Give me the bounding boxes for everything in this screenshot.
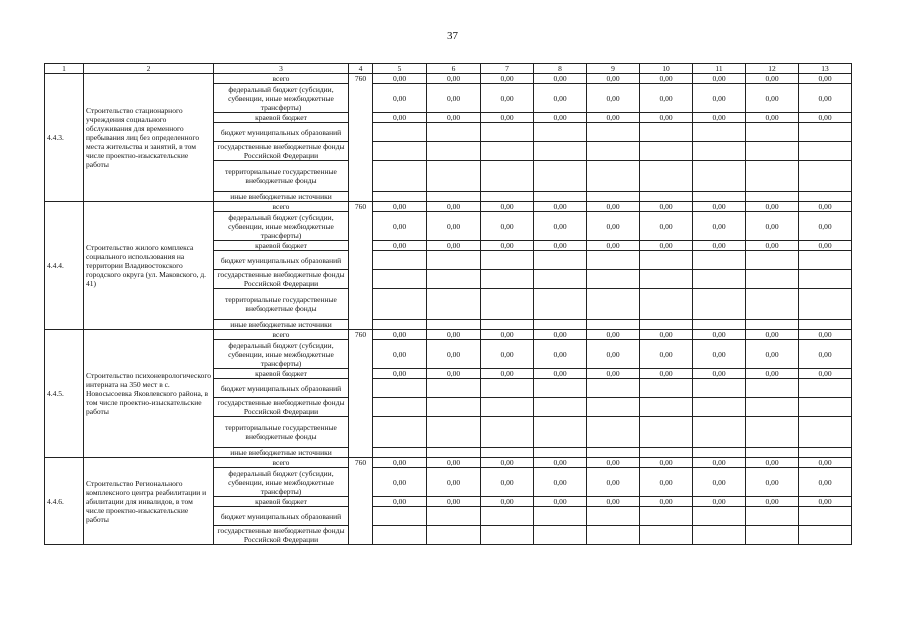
value-cell: 0,00 bbox=[427, 202, 481, 212]
value-cell: 0,00 bbox=[587, 84, 640, 113]
value-cell: 0,00 bbox=[427, 74, 481, 84]
funding-source: бюджет муниципальных образований bbox=[214, 379, 349, 398]
value-cell bbox=[427, 289, 481, 320]
value-cell bbox=[693, 251, 746, 270]
value-cell bbox=[534, 398, 587, 417]
value-cell: 0,00 bbox=[746, 241, 799, 251]
entry-code-760: 760 bbox=[349, 202, 373, 330]
value-cell bbox=[693, 398, 746, 417]
value-cell: 0,00 bbox=[427, 113, 481, 123]
value-cell: 0,00 bbox=[799, 458, 852, 468]
value-cell bbox=[693, 289, 746, 320]
value-cell: 0,00 bbox=[587, 458, 640, 468]
value-cell: 0,00 bbox=[534, 468, 587, 497]
value-cell bbox=[693, 448, 746, 458]
entry-code: 4.4.3. bbox=[45, 74, 84, 202]
value-cell bbox=[799, 398, 852, 417]
value-cell bbox=[427, 192, 481, 202]
value-cell bbox=[373, 251, 427, 270]
value-cell bbox=[640, 526, 693, 545]
value-cell bbox=[640, 192, 693, 202]
value-cell bbox=[427, 379, 481, 398]
value-cell: 0,00 bbox=[587, 74, 640, 84]
value-cell: 0,00 bbox=[481, 212, 534, 241]
value-cell: 0,00 bbox=[373, 468, 427, 497]
funding-source: территориальные государственные внебюджетные фонды bbox=[214, 161, 349, 192]
value-cell: 0,00 bbox=[373, 369, 427, 379]
value-cell: 0,00 bbox=[587, 241, 640, 251]
value-cell: 0,00 bbox=[481, 340, 534, 369]
column-header: 11 bbox=[693, 64, 746, 74]
value-cell bbox=[587, 289, 640, 320]
funding-source: федеральный бюджет (субсидии, субвенции, иные межбюджетные трансферты) bbox=[214, 340, 349, 369]
value-cell bbox=[693, 142, 746, 161]
value-cell: 0,00 bbox=[746, 340, 799, 369]
value-cell: 0,00 bbox=[746, 468, 799, 497]
value-cell bbox=[587, 398, 640, 417]
value-cell bbox=[481, 142, 534, 161]
value-cell bbox=[481, 270, 534, 289]
value-cell: 0,00 bbox=[640, 241, 693, 251]
column-header: 2 bbox=[84, 64, 214, 74]
value-cell bbox=[746, 448, 799, 458]
value-cell: 0,00 bbox=[587, 468, 640, 497]
value-cell bbox=[481, 398, 534, 417]
value-cell: 0,00 bbox=[373, 330, 427, 340]
value-cell: 0,00 bbox=[481, 113, 534, 123]
value-cell bbox=[427, 507, 481, 526]
value-cell: 0,00 bbox=[587, 497, 640, 507]
value-cell bbox=[481, 251, 534, 270]
column-header: 13 bbox=[799, 64, 852, 74]
value-cell: 0,00 bbox=[693, 497, 746, 507]
value-cell bbox=[427, 251, 481, 270]
value-cell bbox=[373, 507, 427, 526]
value-cell: 0,00 bbox=[799, 113, 852, 123]
value-cell: 0,00 bbox=[481, 330, 534, 340]
value-cell bbox=[373, 123, 427, 142]
value-cell bbox=[427, 398, 481, 417]
column-header: 8 bbox=[534, 64, 587, 74]
value-cell: 0,00 bbox=[799, 202, 852, 212]
value-cell: 0,00 bbox=[534, 458, 587, 468]
value-cell: 0,00 bbox=[427, 340, 481, 369]
entry-code: 4.4.6. bbox=[45, 458, 84, 545]
value-cell bbox=[693, 123, 746, 142]
funding-source: бюджет муниципальных образований bbox=[214, 507, 349, 526]
funding-source: федеральный бюджет (субсидии, субвенции, иные межбюджетные трансферты) bbox=[214, 212, 349, 241]
value-cell: 0,00 bbox=[693, 212, 746, 241]
value-cell bbox=[373, 192, 427, 202]
value-cell: 0,00 bbox=[481, 74, 534, 84]
value-cell bbox=[587, 251, 640, 270]
value-cell bbox=[640, 507, 693, 526]
funding-source: федеральный бюджет (субсидии, субвенции, иные межбюджетные трансферты) bbox=[214, 468, 349, 497]
value-cell: 0,00 bbox=[746, 202, 799, 212]
value-cell bbox=[746, 417, 799, 448]
value-cell bbox=[640, 251, 693, 270]
value-cell bbox=[587, 379, 640, 398]
value-cell: 0,00 bbox=[799, 241, 852, 251]
value-cell: 0,00 bbox=[373, 458, 427, 468]
value-cell bbox=[481, 379, 534, 398]
funding-source: бюджет муниципальных образований bbox=[214, 123, 349, 142]
entry-code-760: 760 bbox=[349, 330, 373, 458]
value-cell: 0,00 bbox=[481, 497, 534, 507]
funding-source: бюджет муниципальных образований bbox=[214, 251, 349, 270]
value-cell bbox=[799, 448, 852, 458]
value-cell bbox=[587, 142, 640, 161]
value-cell: 0,00 bbox=[481, 458, 534, 468]
value-cell: 0,00 bbox=[746, 458, 799, 468]
column-header: 12 bbox=[746, 64, 799, 74]
value-cell: 0,00 bbox=[373, 84, 427, 113]
funding-source: государственные внебюджетные фонды Российской Федерации bbox=[214, 142, 349, 161]
value-cell: 0,00 bbox=[799, 74, 852, 84]
value-cell: 0,00 bbox=[427, 458, 481, 468]
value-cell bbox=[746, 123, 799, 142]
value-cell bbox=[799, 507, 852, 526]
value-cell: 0,00 bbox=[693, 458, 746, 468]
value-cell bbox=[746, 192, 799, 202]
value-cell bbox=[587, 192, 640, 202]
value-cell bbox=[534, 161, 587, 192]
column-header: 10 bbox=[640, 64, 693, 74]
value-cell bbox=[799, 379, 852, 398]
value-cell bbox=[746, 270, 799, 289]
value-cell: 0,00 bbox=[693, 468, 746, 497]
value-cell bbox=[427, 526, 481, 545]
value-cell bbox=[640, 398, 693, 417]
value-cell: 0,00 bbox=[587, 113, 640, 123]
value-cell: 0,00 bbox=[587, 340, 640, 369]
value-cell bbox=[746, 142, 799, 161]
value-cell: 0,00 bbox=[373, 202, 427, 212]
entry-name: Строительство стационарного учреждения социального обслуживания для временного пребывания лиц без определенного места жительства и занятий, в том числе проектно-изыскательские работы bbox=[84, 74, 214, 202]
value-cell bbox=[587, 507, 640, 526]
table-row bbox=[45, 458, 852, 468]
value-cell bbox=[746, 251, 799, 270]
funding-source: всего bbox=[214, 74, 349, 84]
funding-source: иные внебюджетные источники bbox=[214, 192, 349, 202]
value-cell: 0,00 bbox=[693, 84, 746, 113]
value-cell bbox=[587, 448, 640, 458]
header-row bbox=[45, 64, 852, 74]
value-cell bbox=[693, 526, 746, 545]
value-cell: 0,00 bbox=[481, 84, 534, 113]
value-cell bbox=[481, 123, 534, 142]
value-cell: 0,00 bbox=[693, 340, 746, 369]
page-number: 37 bbox=[447, 30, 458, 42]
value-cell bbox=[534, 123, 587, 142]
value-cell: 0,00 bbox=[427, 84, 481, 113]
value-cell bbox=[481, 192, 534, 202]
value-cell: 0,00 bbox=[640, 212, 693, 241]
value-cell bbox=[587, 270, 640, 289]
value-cell bbox=[427, 123, 481, 142]
value-cell: 0,00 bbox=[481, 369, 534, 379]
value-cell: 0,00 bbox=[427, 212, 481, 241]
funding-source: краевой бюджет bbox=[214, 497, 349, 507]
table-row bbox=[45, 202, 852, 212]
value-cell: 0,00 bbox=[693, 369, 746, 379]
value-cell: 0,00 bbox=[427, 497, 481, 507]
value-cell: 0,00 bbox=[640, 458, 693, 468]
funding-source: краевой бюджет bbox=[214, 369, 349, 379]
value-cell bbox=[587, 161, 640, 192]
value-cell: 0,00 bbox=[534, 497, 587, 507]
value-cell bbox=[481, 526, 534, 545]
funding-source: иные внебюджетные источники bbox=[214, 448, 349, 458]
value-cell: 0,00 bbox=[534, 84, 587, 113]
value-cell bbox=[799, 320, 852, 330]
value-cell: 0,00 bbox=[481, 202, 534, 212]
value-cell: 0,00 bbox=[640, 202, 693, 212]
entry-name: Строительство психоневрологического интерната на 350 мест в с. Новосысоевка Яковлевского района, в том числе проектно-изыскательские работы bbox=[84, 330, 214, 458]
value-cell bbox=[746, 398, 799, 417]
value-cell: 0,00 bbox=[746, 113, 799, 123]
value-cell bbox=[746, 289, 799, 320]
funding-source: иные внебюджетные источники bbox=[214, 320, 349, 330]
column-header: 1 bbox=[45, 64, 84, 74]
value-cell bbox=[693, 161, 746, 192]
value-cell bbox=[693, 417, 746, 448]
entry-name: Строительство жилого комплекса социального использования на территории Владивостокского городского округа (ул. Маковского, д. 41) bbox=[84, 202, 214, 330]
value-cell: 0,00 bbox=[746, 212, 799, 241]
value-cell: 0,00 bbox=[693, 202, 746, 212]
value-cell: 0,00 bbox=[427, 330, 481, 340]
funding-source: краевой бюджет bbox=[214, 241, 349, 251]
value-cell bbox=[481, 448, 534, 458]
value-cell: 0,00 bbox=[746, 74, 799, 84]
value-cell bbox=[746, 507, 799, 526]
value-cell bbox=[799, 123, 852, 142]
value-cell: 0,00 bbox=[534, 74, 587, 84]
value-cell bbox=[373, 526, 427, 545]
value-cell bbox=[534, 320, 587, 330]
funding-source: краевой бюджет bbox=[214, 113, 349, 123]
column-header: 6 bbox=[427, 64, 481, 74]
value-cell: 0,00 bbox=[693, 241, 746, 251]
entry-code: 4.4.5. bbox=[45, 330, 84, 458]
funding-source: всего bbox=[214, 330, 349, 340]
value-cell bbox=[799, 270, 852, 289]
value-cell bbox=[427, 142, 481, 161]
column-header: 4 bbox=[349, 64, 373, 74]
value-cell: 0,00 bbox=[373, 241, 427, 251]
value-cell: 0,00 bbox=[587, 202, 640, 212]
value-cell bbox=[693, 379, 746, 398]
entry-code: 4.4.4. bbox=[45, 202, 84, 330]
column-header: 5 bbox=[373, 64, 427, 74]
value-cell bbox=[640, 448, 693, 458]
value-cell: 0,00 bbox=[640, 330, 693, 340]
funding-source: всего bbox=[214, 458, 349, 468]
column-header: 9 bbox=[587, 64, 640, 74]
funding-source: всего bbox=[214, 202, 349, 212]
value-cell: 0,00 bbox=[746, 84, 799, 113]
value-cell bbox=[799, 161, 852, 192]
column-header: 7 bbox=[481, 64, 534, 74]
funding-source: государственные внебюджетные фонды Российской Федерации bbox=[214, 398, 349, 417]
value-cell: 0,00 bbox=[799, 340, 852, 369]
value-cell bbox=[640, 320, 693, 330]
value-cell: 0,00 bbox=[693, 113, 746, 123]
funding-source: государственные внебюджетные фонды Российской Федерации bbox=[214, 270, 349, 289]
value-cell: 0,00 bbox=[640, 369, 693, 379]
value-cell: 0,00 bbox=[799, 84, 852, 113]
value-cell bbox=[427, 270, 481, 289]
value-cell: 0,00 bbox=[693, 330, 746, 340]
value-cell bbox=[534, 507, 587, 526]
value-cell bbox=[693, 270, 746, 289]
value-cell bbox=[587, 123, 640, 142]
table-row bbox=[45, 330, 852, 340]
value-cell bbox=[534, 192, 587, 202]
value-cell bbox=[534, 270, 587, 289]
value-cell bbox=[799, 526, 852, 545]
value-cell bbox=[534, 142, 587, 161]
value-cell bbox=[427, 161, 481, 192]
value-cell bbox=[373, 379, 427, 398]
funding-source: государственные внебюджетные фонды Российской Федерации bbox=[214, 526, 349, 545]
value-cell bbox=[587, 320, 640, 330]
value-cell: 0,00 bbox=[746, 497, 799, 507]
value-cell bbox=[640, 379, 693, 398]
value-cell: 0,00 bbox=[534, 241, 587, 251]
value-cell: 0,00 bbox=[746, 369, 799, 379]
value-cell: 0,00 bbox=[587, 330, 640, 340]
table-row bbox=[45, 74, 852, 84]
value-cell: 0,00 bbox=[587, 212, 640, 241]
value-cell bbox=[481, 320, 534, 330]
value-cell: 0,00 bbox=[799, 212, 852, 241]
value-cell bbox=[481, 289, 534, 320]
value-cell bbox=[799, 192, 852, 202]
column-header: 3 bbox=[214, 64, 349, 74]
value-cell: 0,00 bbox=[640, 340, 693, 369]
value-cell bbox=[373, 161, 427, 192]
value-cell: 0,00 bbox=[373, 497, 427, 507]
value-cell bbox=[587, 526, 640, 545]
value-cell: 0,00 bbox=[481, 241, 534, 251]
value-cell: 0,00 bbox=[373, 212, 427, 241]
value-cell bbox=[693, 507, 746, 526]
budget-table bbox=[44, 63, 852, 545]
entry-code-760: 760 bbox=[349, 74, 373, 202]
value-cell: 0,00 bbox=[640, 468, 693, 497]
value-cell: 0,00 bbox=[799, 330, 852, 340]
value-cell: 0,00 bbox=[799, 468, 852, 497]
value-cell bbox=[640, 417, 693, 448]
value-cell bbox=[373, 398, 427, 417]
value-cell bbox=[799, 289, 852, 320]
value-cell bbox=[373, 320, 427, 330]
value-cell: 0,00 bbox=[534, 212, 587, 241]
value-cell bbox=[640, 123, 693, 142]
value-cell: 0,00 bbox=[534, 369, 587, 379]
value-cell bbox=[373, 448, 427, 458]
value-cell bbox=[640, 270, 693, 289]
value-cell bbox=[373, 270, 427, 289]
value-cell bbox=[534, 526, 587, 545]
value-cell bbox=[746, 379, 799, 398]
value-cell bbox=[481, 161, 534, 192]
value-cell: 0,00 bbox=[373, 340, 427, 369]
value-cell bbox=[799, 251, 852, 270]
value-cell bbox=[534, 417, 587, 448]
value-cell bbox=[481, 417, 534, 448]
value-cell bbox=[427, 417, 481, 448]
value-cell: 0,00 bbox=[373, 113, 427, 123]
value-cell bbox=[587, 417, 640, 448]
value-cell: 0,00 bbox=[373, 74, 427, 84]
value-cell bbox=[640, 289, 693, 320]
value-cell bbox=[534, 379, 587, 398]
value-cell bbox=[799, 417, 852, 448]
value-cell bbox=[693, 192, 746, 202]
value-cell: 0,00 bbox=[534, 340, 587, 369]
value-cell bbox=[640, 161, 693, 192]
value-cell bbox=[373, 417, 427, 448]
value-cell bbox=[534, 251, 587, 270]
value-cell: 0,00 bbox=[427, 468, 481, 497]
value-cell bbox=[373, 289, 427, 320]
funding-source: федеральный бюджет (субсидии, субвенции, иные межбюджетные трансферты) bbox=[214, 84, 349, 113]
entry-code-760: 760 bbox=[349, 458, 373, 545]
value-cell bbox=[799, 142, 852, 161]
value-cell bbox=[640, 142, 693, 161]
value-cell bbox=[534, 448, 587, 458]
value-cell: 0,00 bbox=[534, 113, 587, 123]
value-cell bbox=[481, 507, 534, 526]
value-cell bbox=[427, 448, 481, 458]
funding-source: территориальные государственные внебюджетные фонды bbox=[214, 289, 349, 320]
value-cell: 0,00 bbox=[534, 330, 587, 340]
value-cell: 0,00 bbox=[693, 74, 746, 84]
value-cell: 0,00 bbox=[481, 468, 534, 497]
value-cell: 0,00 bbox=[427, 369, 481, 379]
funding-source: территориальные государственные внебюджетные фонды bbox=[214, 417, 349, 448]
value-cell bbox=[373, 142, 427, 161]
value-cell bbox=[746, 526, 799, 545]
value-cell: 0,00 bbox=[640, 497, 693, 507]
value-cell: 0,00 bbox=[427, 241, 481, 251]
value-cell: 0,00 bbox=[640, 113, 693, 123]
entry-name: Строительство Регионального комплексного центра реабилитации и абилитации для инвалидов, в том числе проектно-изыскательские работы bbox=[84, 458, 214, 545]
value-cell: 0,00 bbox=[746, 330, 799, 340]
value-cell: 0,00 bbox=[587, 369, 640, 379]
value-cell: 0,00 bbox=[640, 74, 693, 84]
value-cell: 0,00 bbox=[640, 84, 693, 113]
value-cell bbox=[534, 289, 587, 320]
value-cell: 0,00 bbox=[799, 369, 852, 379]
value-cell bbox=[746, 320, 799, 330]
value-cell bbox=[693, 320, 746, 330]
value-cell: 0,00 bbox=[534, 202, 587, 212]
value-cell bbox=[746, 161, 799, 192]
value-cell bbox=[427, 320, 481, 330]
value-cell: 0,00 bbox=[799, 497, 852, 507]
